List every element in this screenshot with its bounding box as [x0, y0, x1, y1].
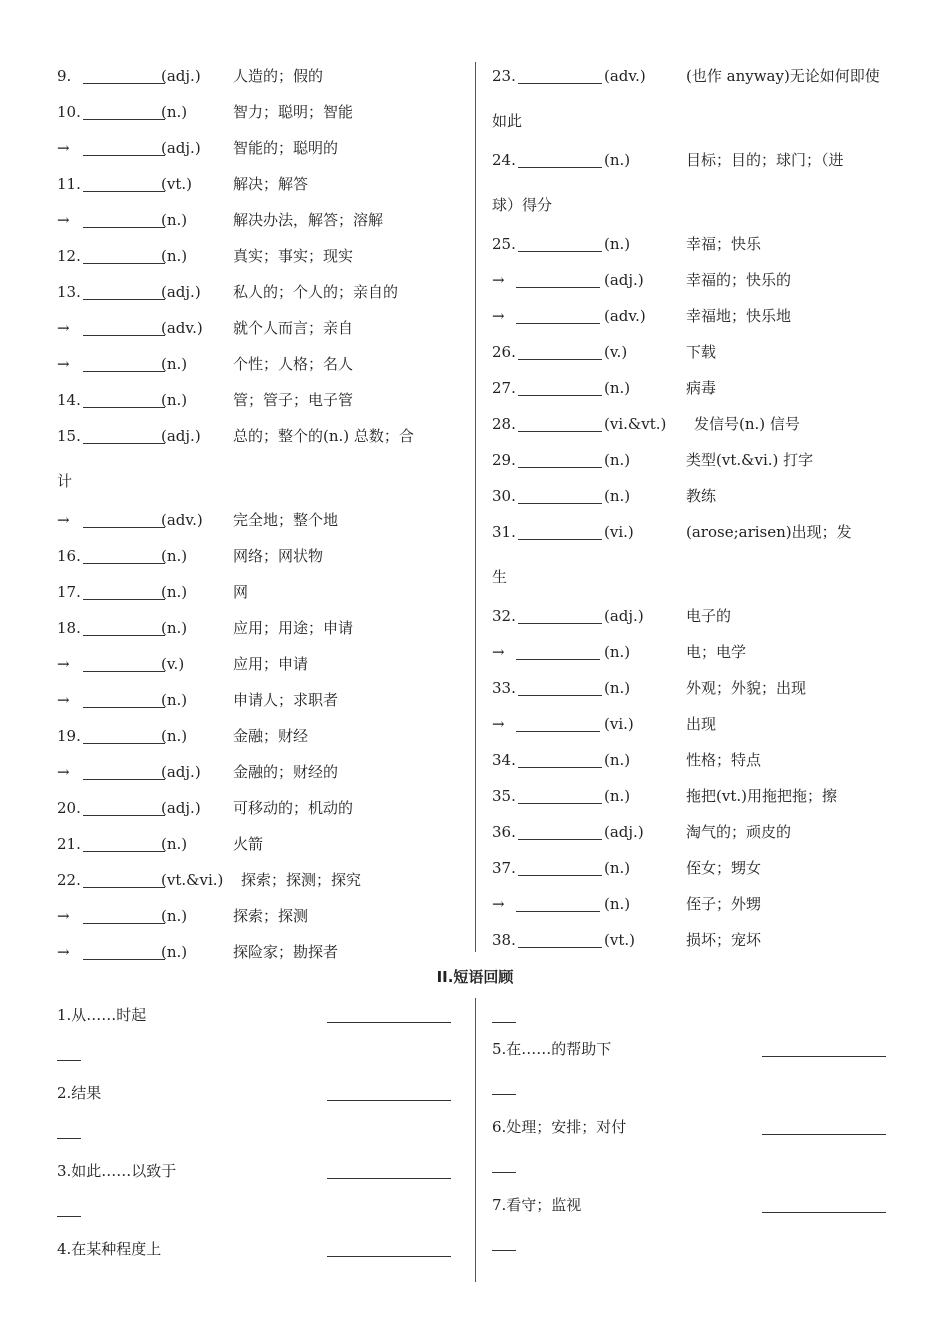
part-of-speech: (n.) [604, 379, 631, 397]
part-of-speech: (adj.) [161, 799, 201, 817]
meaning-text: (也作 anyway)无论如何即使 [686, 67, 880, 85]
meaning-text: 应用；用途；申请 [233, 619, 354, 637]
answer-blank[interactable] [83, 335, 165, 336]
part-of-speech: (n.) [604, 451, 631, 469]
vocab-row [57, 238, 462, 274]
vocab-row [492, 184, 892, 226]
meaning-text: 探索；探测；探究 [241, 871, 362, 889]
answer-blank[interactable] [518, 167, 602, 168]
part-of-speech: (n.) [161, 907, 188, 925]
part-of-speech: (n.) [604, 751, 631, 769]
vocab-row [492, 814, 892, 850]
meaning-text: 类型(vt.&vi.) 打字 [686, 451, 814, 469]
vocab-number: 27. [492, 379, 516, 397]
answer-blank[interactable] [516, 731, 600, 732]
phrase-text: 4.在某种程度上 [57, 1240, 162, 1258]
vocab-number: 36. [492, 823, 516, 841]
answer-blank[interactable] [518, 251, 602, 252]
vocab-number: → [57, 211, 70, 229]
vocab-row [492, 298, 892, 334]
answer-blank[interactable] [83, 635, 165, 636]
phrase-text: 7.看守；监视 [492, 1196, 582, 1214]
vocab-number: 10. [57, 103, 81, 121]
vocab-number: 35. [492, 787, 516, 805]
phrase-item [57, 1078, 457, 1156]
part-of-speech: (v.) [604, 343, 628, 361]
part-of-speech: (n.) [604, 859, 631, 877]
meaning-text: 出现 [686, 715, 717, 733]
part-of-speech: (n.) [604, 487, 631, 505]
part-of-speech: (n.) [161, 943, 188, 961]
part-of-speech: (n.) [161, 247, 188, 265]
vocab-number: 32. [492, 607, 516, 625]
answer-blank[interactable] [518, 539, 602, 540]
vocab-number: → [492, 271, 505, 289]
vocab-number: → [492, 715, 505, 733]
vocab-row [492, 598, 892, 634]
meaning-text: 管；管子；电子管 [233, 391, 354, 409]
phrase-item [492, 1034, 892, 1112]
meaning-text: 电；电学 [686, 643, 747, 661]
answer-blank[interactable] [83, 779, 165, 780]
vocab-row [492, 370, 892, 406]
vocab-row [57, 94, 462, 130]
vocab-number: → [57, 943, 70, 961]
answer-blank[interactable] [83, 227, 165, 228]
vocab-row [57, 538, 462, 574]
meaning-text: 侄女；甥女 [686, 859, 762, 877]
answer-blank[interactable] [327, 1178, 451, 1179]
vocab-number: 31. [492, 523, 516, 541]
meaning-text: 网 [233, 583, 249, 601]
answer-blank[interactable] [83, 887, 165, 888]
answer-blank[interactable] [83, 443, 165, 444]
answer-blank[interactable] [83, 563, 165, 564]
answer-blank[interactable] [516, 323, 600, 324]
answer-blank[interactable] [83, 263, 165, 264]
vocab-number: 25. [492, 235, 516, 253]
vocab-row [492, 850, 892, 886]
vocab-number: 19. [57, 727, 81, 745]
answer-stub[interactable] [492, 1094, 516, 1095]
part-of-speech: (n.) [604, 895, 631, 913]
answer-blank[interactable] [83, 371, 165, 372]
answer-stub[interactable] [492, 1022, 516, 1023]
part-of-speech: (n.) [161, 835, 188, 853]
vocab-row [492, 478, 892, 514]
vocab-row [492, 556, 892, 598]
vocab-row [492, 778, 892, 814]
answer-blank[interactable] [762, 1134, 886, 1135]
part-of-speech: (v.) [161, 655, 185, 673]
part-of-speech: (adj.) [161, 139, 201, 157]
phrase-item [57, 1156, 457, 1234]
meaning-text: 申请人；求职者 [233, 691, 339, 709]
vocab-row [57, 310, 462, 346]
vocab-number: 34. [492, 751, 516, 769]
vocab-number: 23. [492, 67, 516, 85]
answer-blank[interactable] [83, 707, 165, 708]
vocab-row [57, 826, 462, 862]
part-of-speech: (adj.) [161, 67, 201, 85]
answer-blank[interactable] [516, 911, 600, 912]
answer-stub[interactable] [492, 1172, 516, 1173]
section-title: II.短语回顾 [436, 968, 514, 986]
vocab-number: 28. [492, 415, 516, 433]
vocab-wrap-text: 计 [57, 472, 73, 490]
vocab-number: 9. [57, 67, 72, 85]
vocab-row [57, 202, 462, 238]
part-of-speech: (n.) [161, 727, 188, 745]
meaning-text: 完全地；整个地 [233, 511, 339, 529]
meaning-text: 解决；解答 [233, 175, 309, 193]
vocab-number: 24. [492, 151, 516, 169]
answer-blank[interactable] [83, 119, 165, 120]
answer-blank[interactable] [518, 83, 602, 84]
answer-stub[interactable] [492, 1250, 516, 1251]
vocab-row [492, 922, 892, 958]
part-of-speech: (adj.) [604, 271, 644, 289]
answer-blank[interactable] [518, 503, 602, 504]
vocab-row [57, 58, 462, 94]
vocab-row [57, 862, 462, 898]
vocab-number: 21. [57, 835, 81, 853]
part-of-speech: (n.) [161, 211, 188, 229]
answer-blank[interactable] [762, 1212, 886, 1213]
meaning-text: 性格；特点 [686, 751, 762, 769]
vocab-row [492, 634, 892, 670]
part-of-speech: (vi.&vt.) [604, 415, 667, 433]
vocab-row [492, 670, 892, 706]
phrase-column-left [57, 1000, 457, 1312]
answer-blank[interactable] [518, 767, 602, 768]
meaning-text: 目标；目的；球门；（进 [686, 151, 844, 169]
vocab-row [57, 274, 462, 310]
part-of-speech: (n.) [161, 583, 188, 601]
phrase-text: 5.在……的帮助下 [492, 1040, 612, 1058]
meaning-text: 可移动的；机动的 [233, 799, 354, 817]
answer-blank[interactable] [83, 851, 165, 852]
meaning-text: (arose;arisen)出现；发 [686, 523, 852, 541]
meaning-text: 智力；聪明；智能 [233, 103, 354, 121]
part-of-speech: (adv.) [604, 307, 646, 325]
answer-blank[interactable] [83, 743, 165, 744]
part-of-speech: (adj.) [604, 607, 644, 625]
answer-blank[interactable] [327, 1256, 451, 1257]
part-of-speech: (vt.) [161, 175, 192, 193]
vocab-column-right [492, 58, 892, 958]
meaning-text: 火箭 [233, 835, 264, 853]
vocab-number: 11. [57, 175, 81, 193]
vocab-wrap-text: 生 [492, 568, 508, 586]
answer-blank[interactable] [83, 815, 165, 816]
vocab-number: 13. [57, 283, 81, 301]
meaning-text: 探险家；勘探者 [233, 943, 339, 961]
vocab-column-left [57, 58, 462, 970]
meaning-text: 发信号(n.) 信号 [694, 415, 800, 433]
answer-blank[interactable] [762, 1056, 886, 1057]
phrase-item [492, 1190, 892, 1268]
phrase-text: 2.结果 [57, 1084, 102, 1102]
part-of-speech: (adv.) [161, 319, 203, 337]
vocab-row [57, 382, 462, 418]
vocab-row [492, 58, 892, 100]
meaning-text: 淘气的；顽皮的 [686, 823, 792, 841]
answer-blank[interactable] [518, 947, 602, 948]
vocab-row [57, 898, 462, 934]
vocab-row [492, 442, 892, 478]
answer-blank[interactable] [83, 83, 165, 84]
vocab-row [57, 610, 462, 646]
meaning-text: 损坏；宠坏 [686, 931, 762, 949]
meaning-text: 探索；探测 [233, 907, 309, 925]
answer-stub[interactable] [57, 1138, 81, 1139]
phrase-item [57, 1234, 457, 1312]
phrase-column-right [492, 1000, 892, 1268]
vocab-number: 33. [492, 679, 516, 697]
answer-blank[interactable] [516, 659, 600, 660]
vocab-row [492, 262, 892, 298]
vocab-row [57, 790, 462, 826]
meaning-text: 金融；财经 [233, 727, 309, 745]
meaning-text: 下载 [686, 343, 717, 361]
vocab-number: 38. [492, 931, 516, 949]
meaning-text: 人造的；假的 [233, 67, 324, 85]
vocab-row [57, 346, 462, 382]
part-of-speech: (n.) [604, 787, 631, 805]
answer-blank[interactable] [83, 191, 165, 192]
vocab-number: 30. [492, 487, 516, 505]
part-of-speech: (adj.) [161, 427, 201, 445]
part-of-speech: (n.) [604, 151, 631, 169]
vocab-row [492, 742, 892, 778]
answer-blank[interactable] [518, 467, 602, 468]
meaning-text: 教练 [686, 487, 717, 505]
vocab-number: 18. [57, 619, 81, 637]
vocab-row [492, 886, 892, 922]
phrase-item [57, 1000, 457, 1078]
column-divider-bottom [475, 998, 476, 1282]
meaning-text: 侄子；外甥 [686, 895, 762, 913]
part-of-speech: (n.) [161, 355, 188, 373]
vocab-number: 37. [492, 859, 516, 877]
answer-blank[interactable] [327, 1100, 451, 1101]
vocab-row [57, 682, 462, 718]
meaning-text: 拖把(vt.)用拖把拖；擦 [686, 787, 837, 805]
part-of-speech: (n.) [604, 679, 631, 697]
part-of-speech: (adv.) [604, 67, 646, 85]
vocab-row [57, 718, 462, 754]
part-of-speech: (n.) [161, 619, 188, 637]
vocab-number: → [57, 655, 70, 673]
column-divider-top [475, 62, 476, 952]
part-of-speech: (adj.) [604, 823, 644, 841]
answer-blank[interactable] [518, 395, 602, 396]
meaning-text: 病毒 [686, 379, 717, 397]
meaning-text: 真实；事实；现实 [233, 247, 354, 265]
vocab-row [57, 166, 462, 202]
vocab-number: → [492, 307, 505, 325]
part-of-speech: (n.) [161, 103, 188, 121]
phrase-text: 3.如此……以致于 [57, 1162, 177, 1180]
part-of-speech: (n.) [161, 547, 188, 565]
vocab-row [57, 418, 462, 460]
answer-blank[interactable] [83, 671, 165, 672]
phrase-text: 6.处理；安排；对付 [492, 1118, 627, 1136]
vocab-number: → [492, 895, 505, 913]
meaning-text: 金融的；财经的 [233, 763, 339, 781]
vocab-number: → [492, 643, 505, 661]
answer-blank[interactable] [518, 695, 602, 696]
vocab-number: 22. [57, 871, 81, 889]
vocab-number: 20. [57, 799, 81, 817]
part-of-speech: (n.) [161, 391, 188, 409]
vocab-number: 15. [57, 427, 81, 445]
answer-blank[interactable] [83, 299, 165, 300]
vocab-number: 16. [57, 547, 81, 565]
vocab-row [492, 706, 892, 742]
meaning-text: 幸福地；快乐地 [686, 307, 792, 325]
vocab-number: → [57, 319, 70, 337]
vocab-number: 12. [57, 247, 81, 265]
vocab-wrap-text: 如此 [492, 112, 523, 130]
meaning-text: 应用；申请 [233, 655, 309, 673]
vocab-number: 29. [492, 451, 516, 469]
meaning-text: 电子的 [686, 607, 732, 625]
part-of-speech: (n.) [604, 235, 631, 253]
meaning-text: 就个人而言；亲自 [233, 319, 354, 337]
part-of-speech: (n.) [604, 643, 631, 661]
answer-blank[interactable] [327, 1022, 451, 1023]
vocab-row [492, 334, 892, 370]
answer-blank[interactable] [518, 875, 602, 876]
vocab-number: → [57, 139, 70, 157]
vocab-wrap-text: 球）得分 [492, 196, 553, 214]
meaning-text: 幸福；快乐 [686, 235, 762, 253]
phrase-text: 1.从……时起 [57, 1006, 147, 1024]
meaning-text: 总的；整个的(n.) 总数；合 [233, 427, 414, 445]
part-of-speech: (adj.) [161, 763, 201, 781]
answer-blank[interactable] [516, 287, 600, 288]
part-of-speech: (vt.) [604, 931, 635, 949]
meaning-text: 解决办法，解答；溶解 [233, 211, 384, 229]
meaning-text: 网络；网状物 [233, 547, 324, 565]
vocab-row [57, 646, 462, 682]
meaning-text: 个性；人格；名人 [233, 355, 354, 373]
vocab-number: → [57, 907, 70, 925]
answer-stub[interactable] [57, 1216, 81, 1217]
answer-blank[interactable] [83, 407, 165, 408]
vocab-row [57, 130, 462, 166]
vocab-row [57, 574, 462, 610]
answer-blank[interactable] [518, 839, 602, 840]
vocab-number: 14. [57, 391, 81, 409]
part-of-speech: (adj.) [161, 283, 201, 301]
answer-blank[interactable] [83, 959, 165, 960]
answer-blank[interactable] [518, 431, 602, 432]
answer-blank[interactable] [83, 923, 165, 924]
vocab-row [492, 406, 892, 442]
phrase-item [492, 1112, 892, 1190]
part-of-speech: (adv.) [161, 511, 203, 529]
vocab-number: 26. [492, 343, 516, 361]
vocab-row [57, 460, 462, 502]
meaning-text: 智能的；聪明的 [233, 139, 339, 157]
vocab-number: → [57, 355, 70, 373]
vocab-number: → [57, 691, 70, 709]
meaning-text: 幸福的；快乐的 [686, 271, 792, 289]
vocab-row [492, 142, 892, 184]
answer-blank[interactable] [518, 359, 602, 360]
vocab-number: 17. [57, 583, 81, 601]
meaning-text: 外观；外貌；出现 [686, 679, 807, 697]
vocab-number: → [57, 763, 70, 781]
answer-blank[interactable] [83, 527, 165, 528]
vocab-row [57, 502, 462, 538]
vocab-row [492, 514, 892, 556]
answer-blank[interactable] [83, 155, 165, 156]
vocab-row [492, 100, 892, 142]
answer-blank[interactable] [518, 803, 602, 804]
vocab-row [57, 934, 462, 970]
part-of-speech: (n.) [161, 691, 188, 709]
meaning-text: 私人的；个人的；亲自的 [233, 283, 399, 301]
part-of-speech: (vi.) [604, 523, 634, 541]
vocab-row [57, 754, 462, 790]
vocab-row [492, 226, 892, 262]
answer-stub[interactable] [57, 1060, 81, 1061]
answer-blank[interactable] [518, 623, 602, 624]
part-of-speech: (vt.&vi.) [161, 871, 224, 889]
part-of-speech: (vi.) [604, 715, 634, 733]
vocab-number: → [57, 511, 70, 529]
answer-blank[interactable] [83, 599, 165, 600]
